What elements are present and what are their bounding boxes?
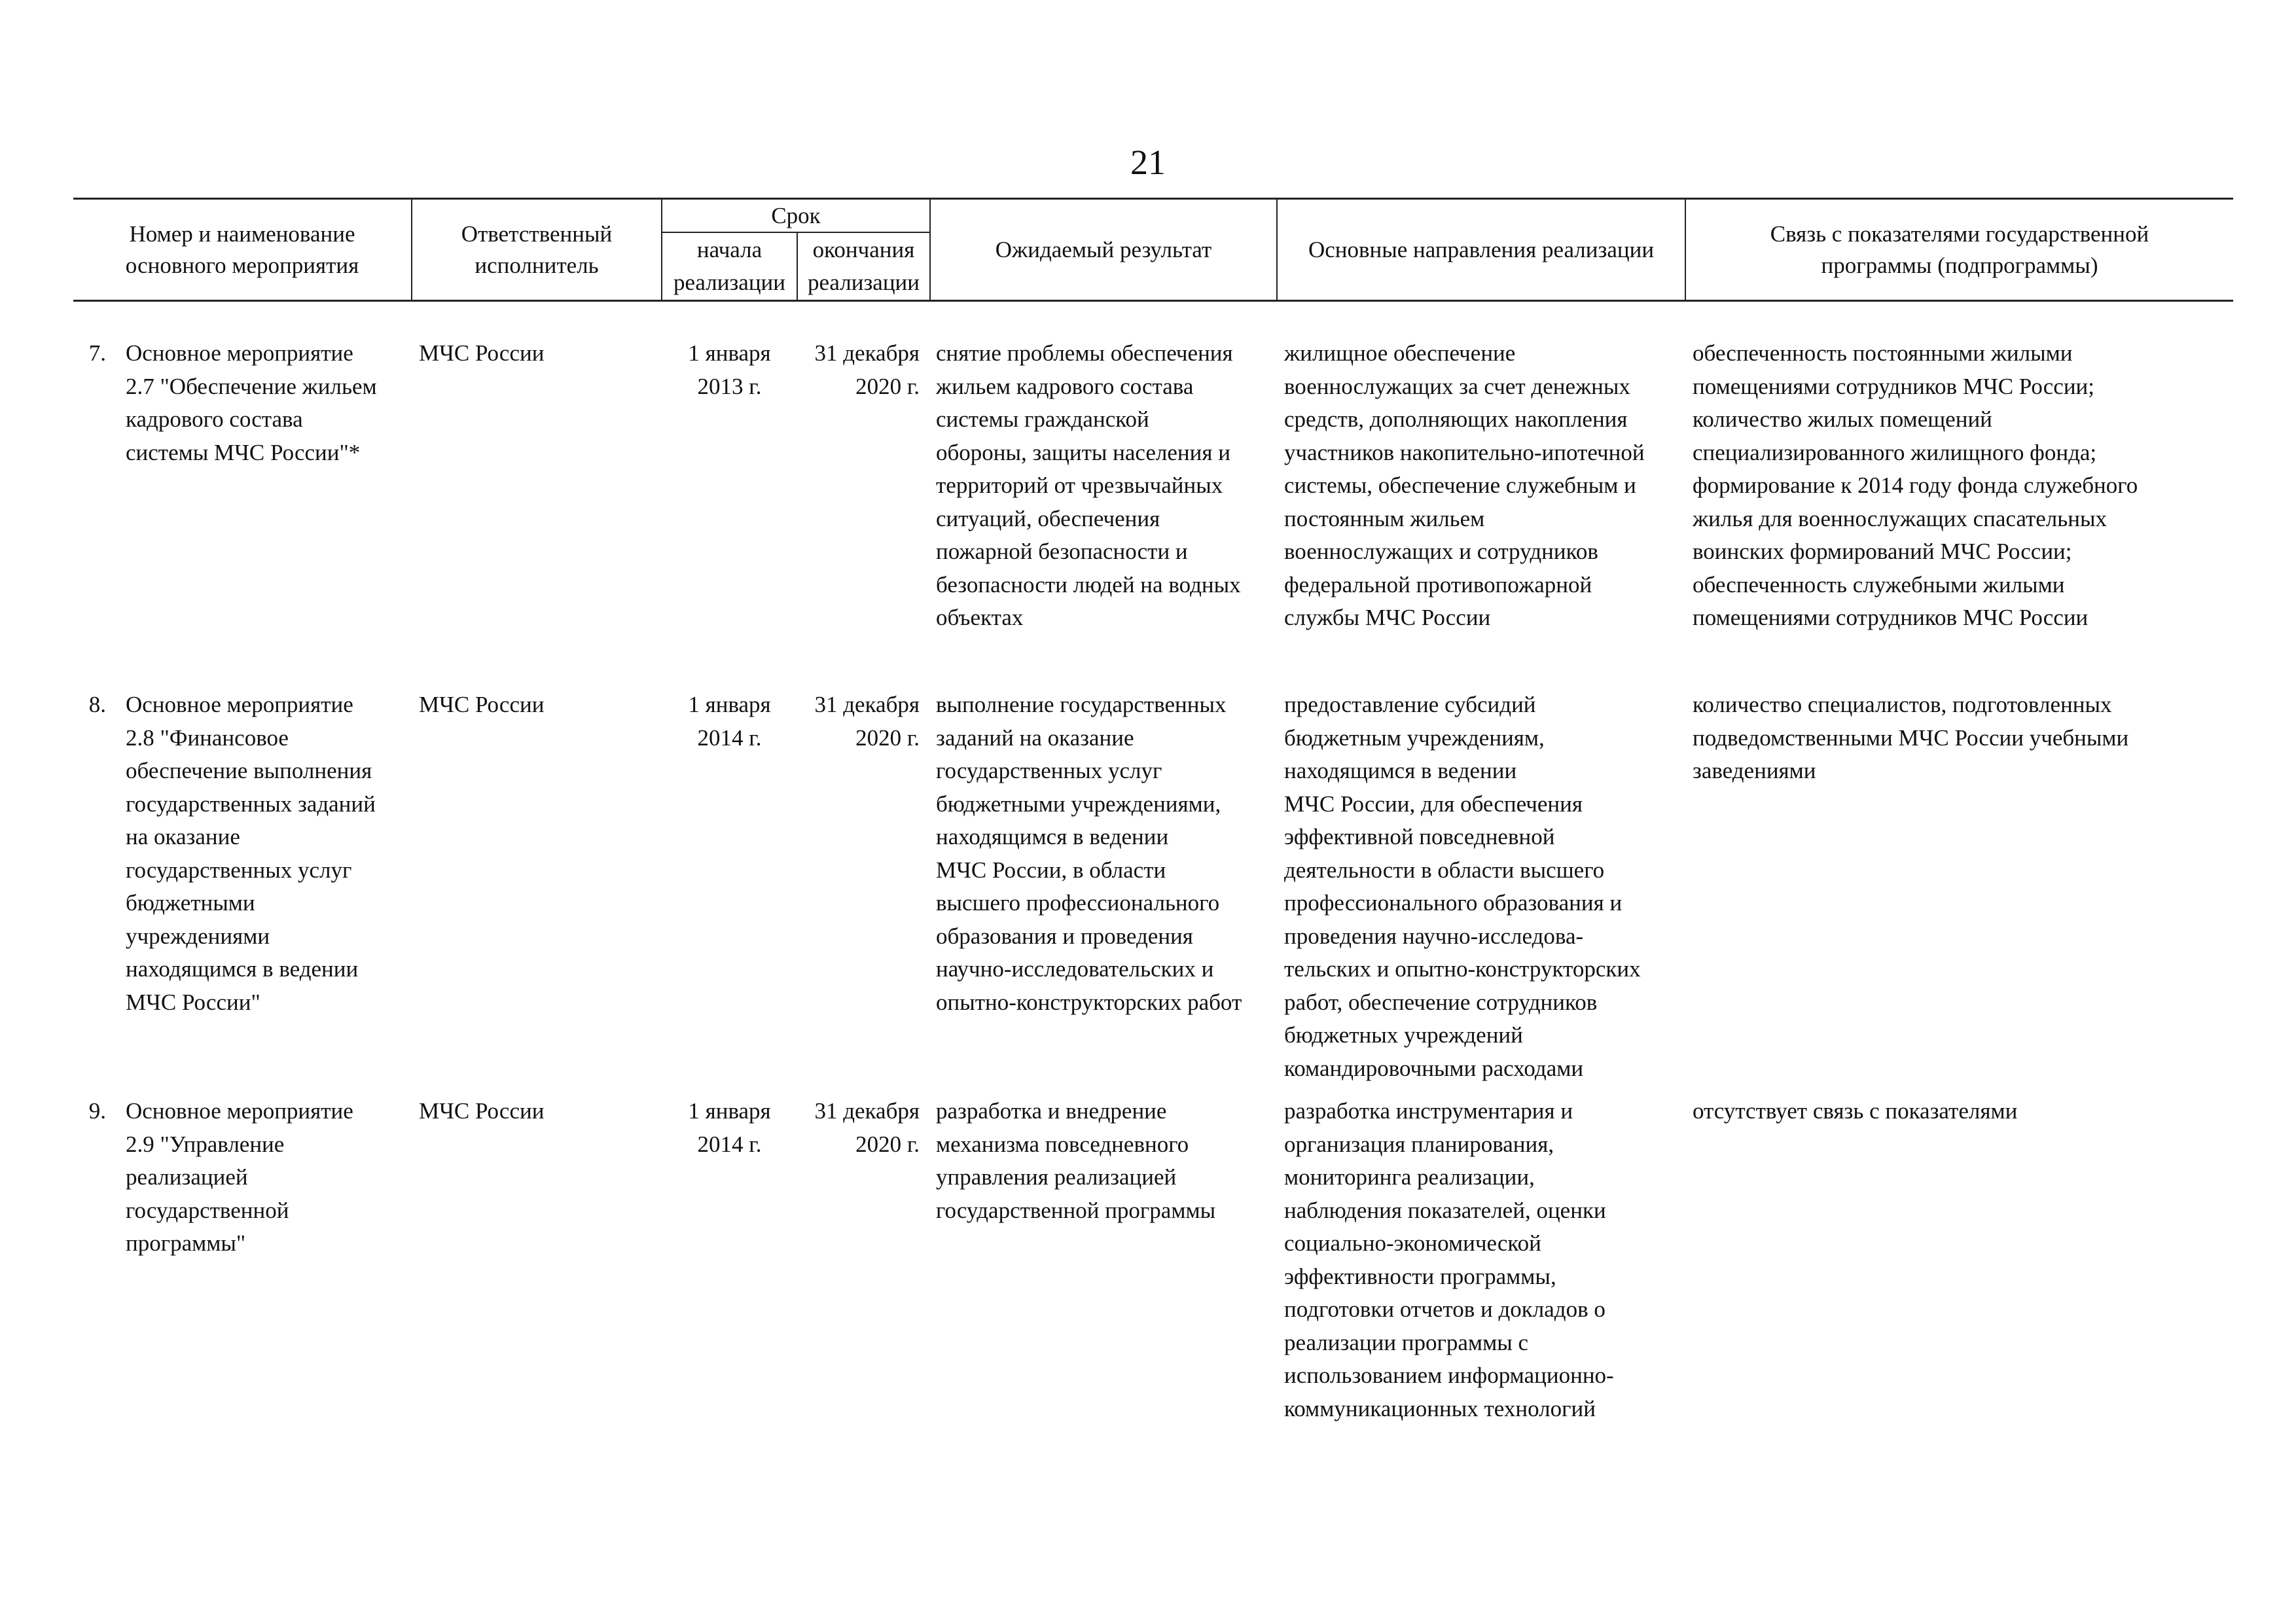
page-number: 21 (1130, 143, 1166, 182)
header-bottom-rule (73, 300, 2233, 302)
activity-name: Основное мероприятие 2.9 "Управление реализацией государственной программы" (126, 1098, 353, 1256)
expected-result: выполнение государственных заданий на оказание государственных услуг бюджетными учреждениями, находящимся в ведении МЧС России, в области высшего профессионального образования и проведения научно-исследовательских и опытно-конструкторских работ (936, 692, 1242, 1015)
end-date: 31 декабря 2020 г. (814, 692, 920, 751)
start-date: 1 января 2014 г. (688, 692, 771, 751)
header-indicators-link: Связь с показателями государственной программы (подпрограммы) (1770, 221, 2149, 278)
indicators-link: обеспеченность постоянными жилыми помещениями сотрудников МЧС России; количество жилых помещений специализированного жилищного фонда; формирование к 2014 году фонда служебного жилья для военнослужащих спасательных воинских формирований МЧС России; обеспеченность служебными жилыми помещениями сотрудников МЧС России (1693, 340, 2138, 630)
header-directions: Основные направления реализации (1308, 236, 1655, 262)
header-result: Ожидаемый результат (995, 236, 1212, 262)
expected-result: снятие проблемы обеспечения жильем кадрового состава системы гражданской обороны, защиты населения и территорий от чрезвычайных ситуаций, обеспечения пожарной безопасности и безопасности людей на водных объектах (936, 340, 1241, 630)
implementation-directions: предоставление субсидий бюджетным учреждениям, находящимся в ведении МЧС России, для обеспечения эффективной повседневной деятельности в области высшего профессионального образования и проведения научно-исследова- тельских и опытно-конструкторских работ, обеспечение сотрудников бюджетных учреждений командировочными расходами (1284, 692, 1641, 1081)
start-date: 1 января 2014 г. (688, 1098, 771, 1157)
executor: МЧС России (419, 340, 545, 366)
row-number: 8. (88, 692, 106, 717)
header-term-start: начала реализации (673, 237, 786, 295)
header-term-end: окончания реализации (807, 237, 920, 295)
row-number: 9. (88, 1098, 106, 1124)
indicators-link: отсутствует связь с показателями (1693, 1098, 2018, 1124)
executor: МЧС России (419, 692, 545, 717)
header-activity: Номер и наименование основного мероприятия (125, 221, 359, 278)
indicators-link: количество специалистов, подготовленных подведомственными МЧС России учебными заведениями (1693, 692, 2129, 783)
implementation-directions: жилищное обеспечение военнослужащих за счет денежных средств, дополняющих накопления участников накопительно-ипотечной системы, обеспечение служебным и постоянным жильем военнослужащих и сотрудников федеральной противопожарной службы МЧС России (1284, 340, 1645, 630)
activity-name: Основное мероприятие 2.8 "Финансовое обеспечение выполнения государственных заданий на оказание государственных услуг бюджетными учреждениями находящимся в ведении МЧС России" (126, 692, 376, 1015)
end-date: 31 декабря 2020 г. (814, 340, 920, 399)
header-term: Срок (771, 202, 821, 228)
activity-name: Основное мероприятие 2.7 "Обеспечение жильем кадрового состава системы МЧС России"* (126, 340, 377, 465)
end-date: 31 декабря 2020 г. (814, 1098, 920, 1157)
start-date: 1 января 2013 г. (688, 340, 771, 399)
header-executor: Ответственный исполнитель (461, 221, 613, 278)
implementation-directions: разработка инструментария и организация планирования, мониторинга реализации, наблюдения показателей, оценки социально-экономической эффективности программы, подготовки отчетов и докладов о реализации программы с использованием информационно- коммуникационных технологий (1284, 1098, 1614, 1421)
executor: МЧС России (419, 1098, 545, 1124)
row-number: 7. (88, 340, 106, 366)
expected-result: разработка и внедрение механизма повседневного управления реализацией государственной программы (936, 1098, 1216, 1223)
